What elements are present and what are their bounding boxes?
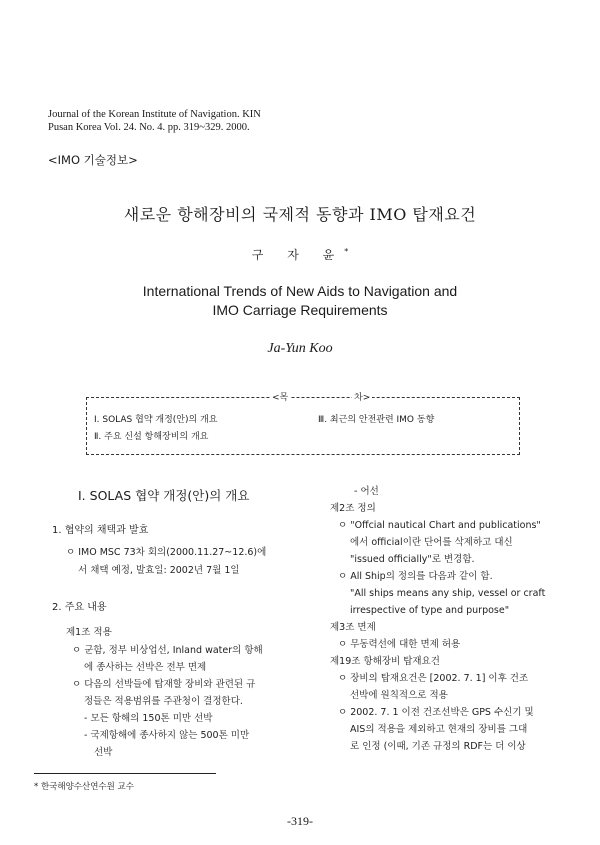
- toc-item: Ⅱ. 주요 신설 항해장비의 개요: [94, 432, 209, 442]
- author-korean: [0, 246, 600, 263]
- title-english-line-1: International Trends of New Aids to Navigation and: [142, 283, 458, 299]
- paragraph-line: 서 채택 예정, 발효일: 2002년 7월 1일: [78, 565, 240, 576]
- paragraph-line: 선박에 원칙적으로 적용: [350, 690, 448, 701]
- toc-item: Ⅰ. SOLAS 협약 개정(안)의 개요: [94, 415, 218, 425]
- journal-line-2: Pusan Korea Vol. 24. No. 4. pp. 319~329. 2000.: [48, 122, 250, 133]
- paragraph-line: ㅇ 군함, 정부 비상업선, Inland water의 항해: [72, 645, 263, 656]
- table-of-contents: [86, 397, 520, 455]
- paragraph-line: 로 인정 (이때, 기존 규정의 RDF는 더 이상: [350, 741, 526, 752]
- paragraph-line: "issued officially"로 변경함.: [350, 554, 475, 565]
- category-label: <IMO 기술정보>: [48, 153, 138, 167]
- author-english: Ja-Yun Koo: [267, 341, 333, 356]
- paragraph-line: - 어선: [354, 486, 379, 497]
- author-footnote-mark: *: [344, 247, 349, 256]
- article-heading: 제1조 적용: [66, 627, 112, 638]
- paragraph-line: 선박: [94, 747, 113, 758]
- paragraph-line: 정들은 적용범위를 주관청이 결정한다.: [84, 696, 243, 707]
- paragraph-line: "All ships means any ship, vessel or craft: [350, 588, 546, 599]
- title-english-line-2: IMO Carriage Requirements: [212, 302, 388, 318]
- article-heading: 제19조 항해장비 탑재요건: [330, 656, 440, 667]
- paragraph-line: ㅇ All Ship의 정의를 다음과 같이 함.: [338, 571, 493, 582]
- journal-citation: [48, 108, 261, 134]
- footnote: * 한국해양수산연수원 교수: [34, 782, 134, 792]
- footnote-divider: [34, 773, 216, 774]
- paragraph-line: ㅇ 다음의 선박들에 탑재할 장비와 관련된 규: [72, 679, 256, 690]
- paragraph-line: ㅇ IMO MSC 73차 회의(2000.11.27~12.6)에: [66, 547, 267, 558]
- page-number: -319-: [287, 814, 313, 828]
- title-english: [0, 282, 600, 320]
- subsection-heading: 2. 주요 내용: [52, 602, 107, 613]
- author-korean-name: 구 자 윤: [251, 248, 345, 262]
- paragraph-line: irrespective of type and purpose": [350, 605, 510, 616]
- paragraph-line: ㅇ 장비의 탑재요건은 [2002. 7. 1] 이후 건조: [338, 673, 529, 684]
- article-heading: 제3조 면제: [330, 622, 376, 633]
- paragraph-line: 에서 official이란 단어를 삭제하고 대신: [350, 537, 513, 548]
- journal-line-1: Journal of the Korean Institute of Navigation. KIN: [48, 109, 261, 120]
- toc-heading-right: 차>: [352, 390, 372, 403]
- article-heading: 제2조 정의: [330, 503, 376, 514]
- paragraph-line: 에 종사하는 선박은 전부 면제: [84, 662, 207, 673]
- subsection-heading: 1. 협약의 채택과 발효: [52, 525, 149, 536]
- paragraph-line: ㅇ 2002. 7. 1 이전 건조선박은 GPS 수신기 및: [338, 707, 534, 718]
- section-heading: Ⅰ. SOLAS 협약 개정(안)의 개요: [78, 488, 250, 503]
- toc-item: Ⅲ. 최근의 안전관련 IMO 동향: [318, 415, 435, 425]
- paragraph-line: ㅇ "Offcial nautical Chart and publications": [338, 520, 541, 531]
- paragraph-line: - 모든 항해의 150톤 미만 선박: [84, 713, 213, 724]
- toc-heading-left: <목: [270, 390, 290, 403]
- paragraph-line: AIS의 적용을 제외하고 현재의 장비를 그대: [350, 724, 528, 735]
- title-korean: 새로운 항해장비의 국제적 동향과 IMO 탑재요건: [123, 205, 477, 224]
- paragraph-line: - 국제항해에 종사하지 않는 500톤 미만: [84, 730, 250, 741]
- paragraph-line: ㅇ 무동력선에 대한 면제 허용: [338, 639, 461, 650]
